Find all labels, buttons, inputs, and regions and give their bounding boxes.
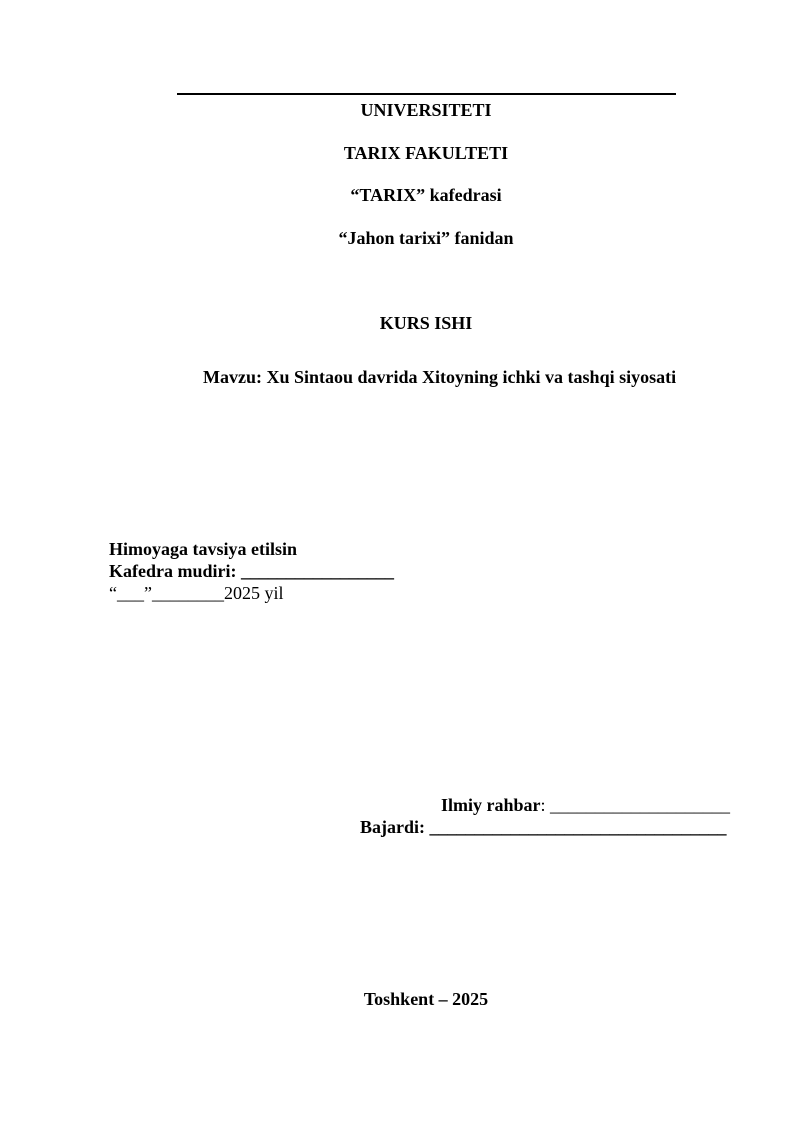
city-year: Toshkent – 2025 xyxy=(363,989,489,1009)
author-blank: _________________________________ xyxy=(429,817,727,837)
subject-title: “Jahon tarixi” fanidan xyxy=(338,228,514,248)
work-type-heading: KURS ISHI xyxy=(379,313,473,333)
department-title: “TARIX” kafedrasi xyxy=(350,185,502,205)
supervisor-label: Ilmiy rahbar xyxy=(441,795,541,815)
topic-line: Mavzu: Xu Sintaou davrida Xitoyning ichki va tashqi siyosati xyxy=(203,367,677,387)
faculty-title: TARIX FAKULTETI xyxy=(343,143,509,163)
author-signature-line xyxy=(360,816,727,838)
approval-date-line: “___”________2025 yil xyxy=(109,583,284,603)
university-title: UNIVERSITETI xyxy=(360,100,492,120)
author-label: Bajardi: xyxy=(360,817,430,837)
recommendation-text: Himoyaga tavsiya etilsin xyxy=(109,539,297,559)
supervisor-signature-line xyxy=(441,794,730,816)
university-name-underline xyxy=(177,93,676,95)
supervisor-blank: : ____________________ xyxy=(540,795,731,815)
department-head-line: Kafedra mudiri: _________________ xyxy=(109,561,394,581)
